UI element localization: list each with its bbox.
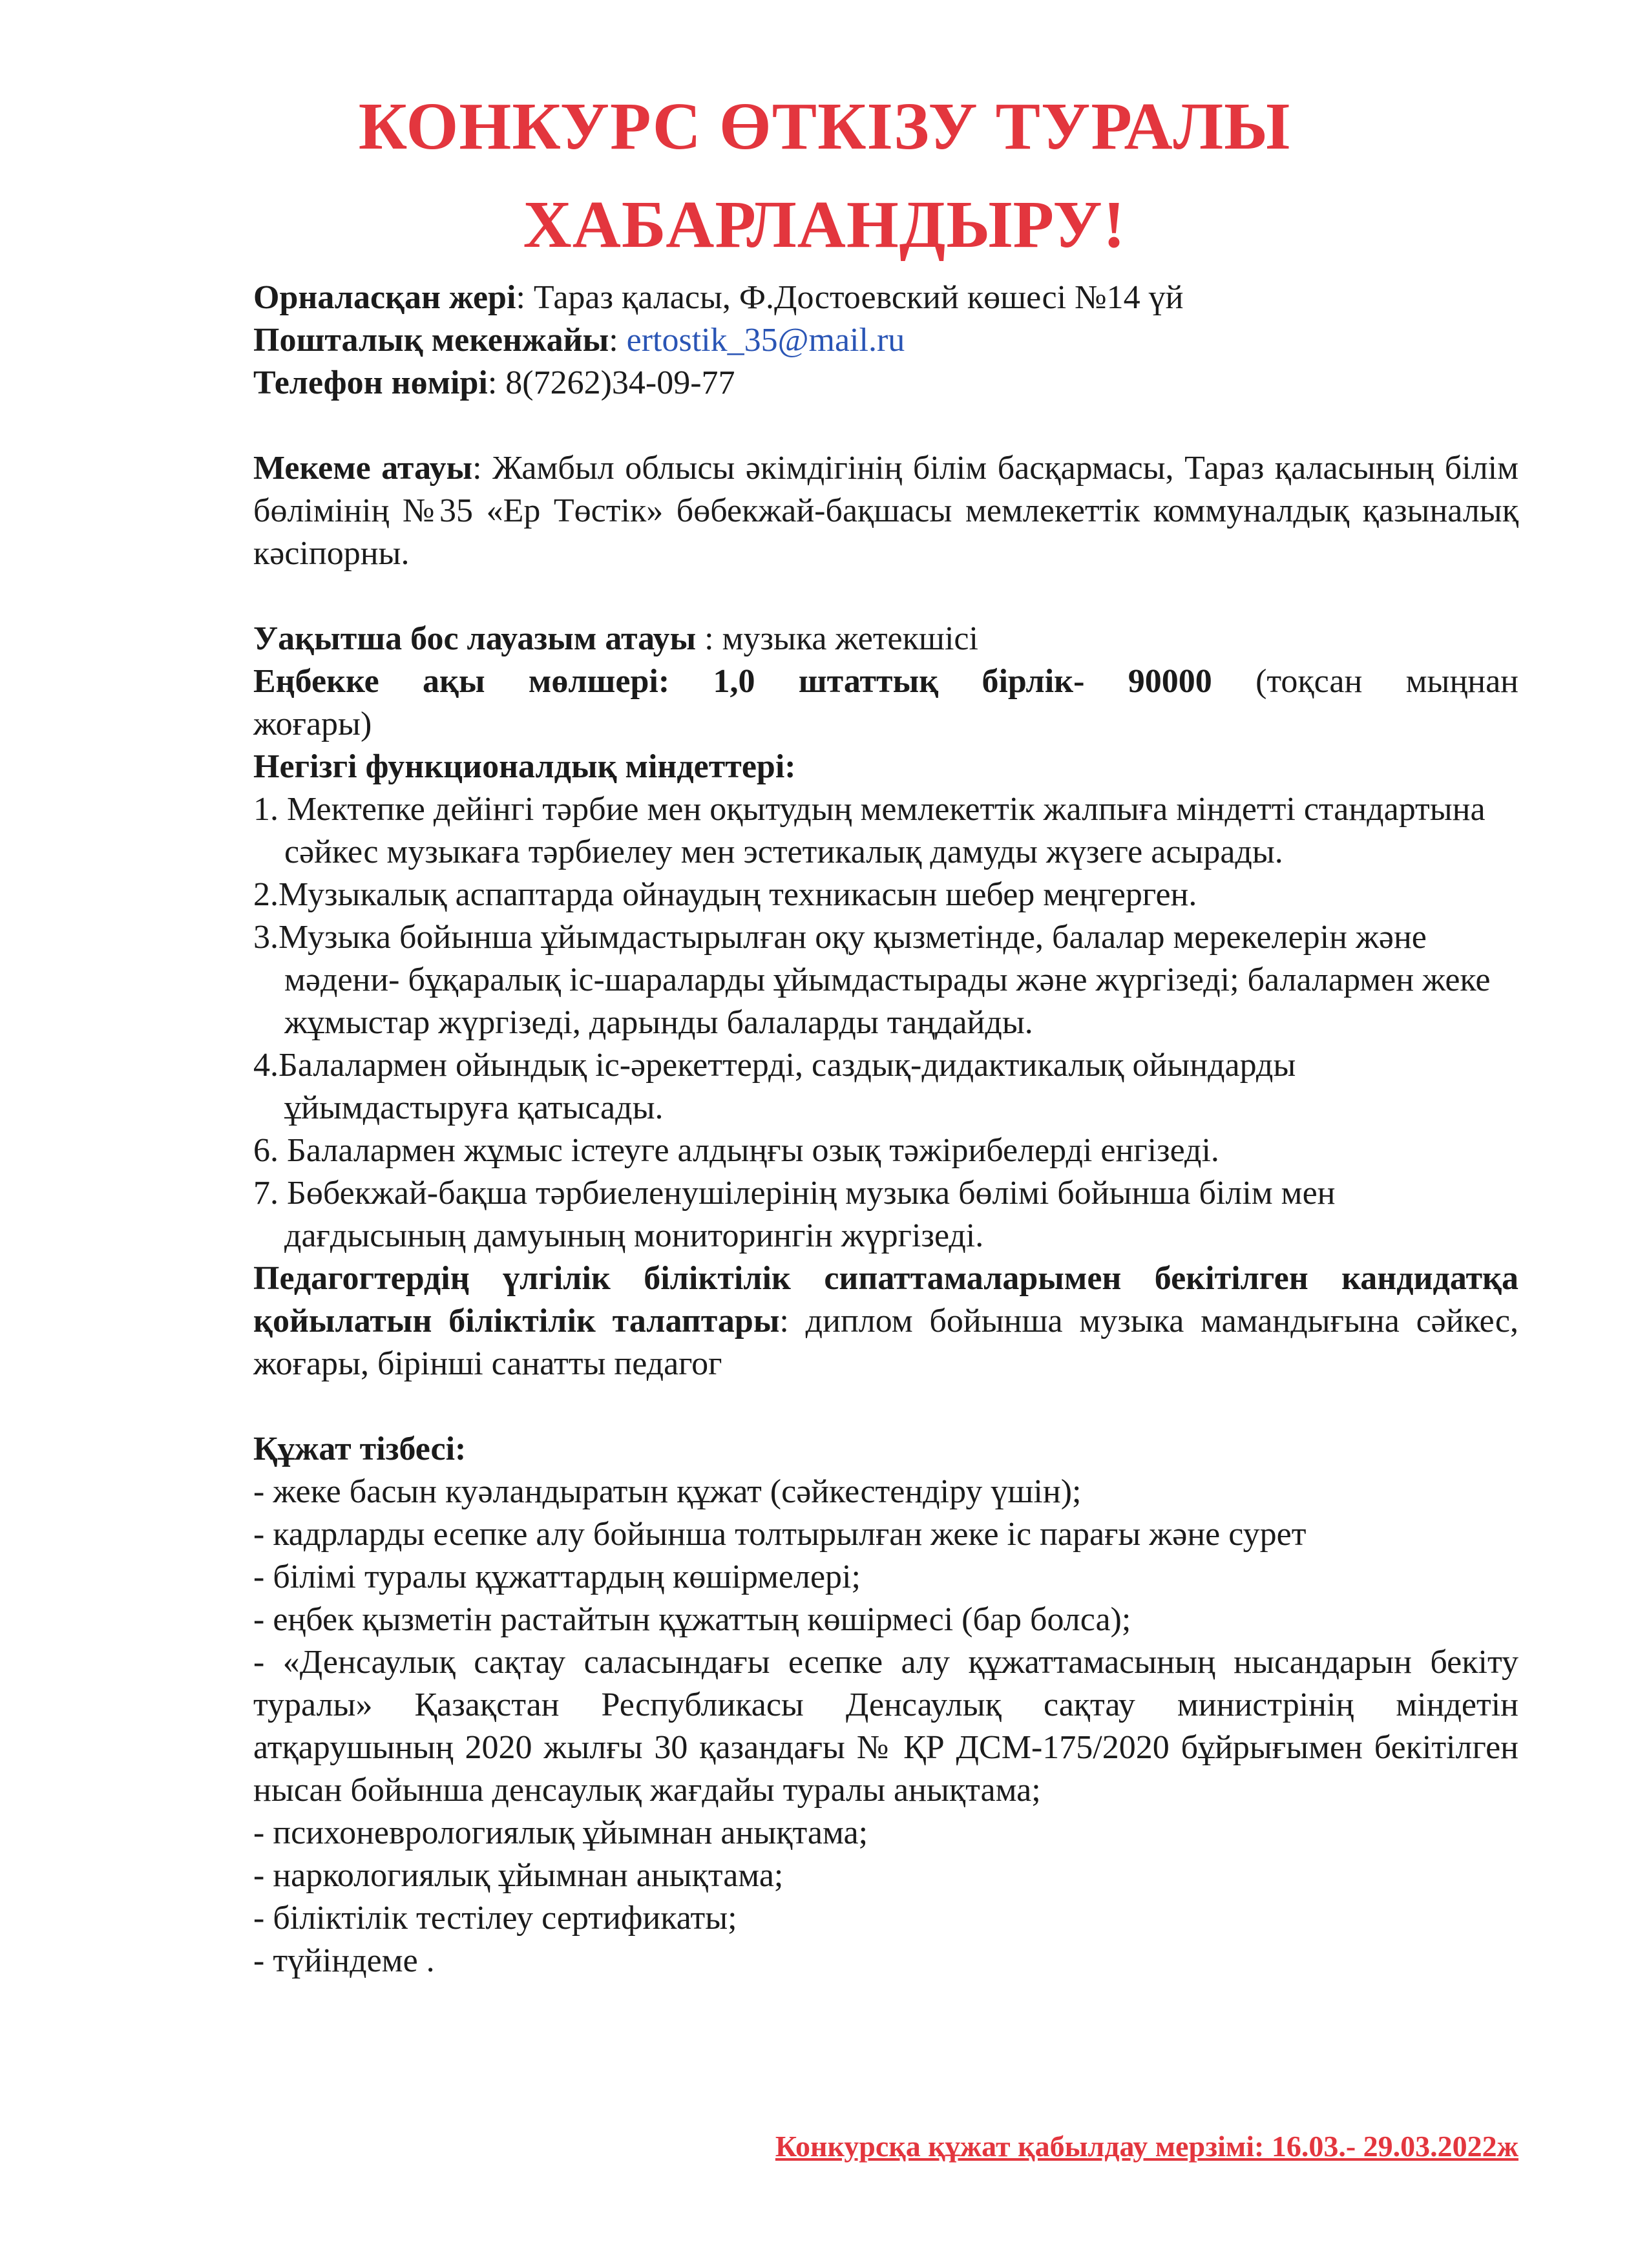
title-line-2: ХАБАРЛАНДЫРУ!: [523, 187, 1126, 262]
salary-amount: 90000: [1128, 663, 1212, 700]
duty-item: 6. Балалармен жұмыс істеуге алдыңғы озық тәжірибелерді енгізеді.: [253, 1132, 1219, 1169]
location-label: Орналасқан жері: [253, 279, 516, 316]
position-label: Уақытша бос лауазым атауы: [253, 620, 697, 657]
salary-rate: 1,0 штаттық бірлік-: [713, 663, 1085, 700]
documents-heading: Құжат тізбесі:: [253, 1431, 467, 1467]
location-value: : Тараз қаласы, Ф.Достоевский көшесі №14 үй: [516, 279, 1184, 316]
document-item: - білімі туралы құжаттардың көшірмелері;: [253, 1559, 861, 1595]
document-item: - еңбек қызметін растайтын құжаттың көшірмесі (бар болса);: [253, 1601, 1131, 1638]
document-item: - біліктілік тестілеу сертификаты;: [253, 1900, 737, 1937]
requirements-paragraph: [253, 1257, 1518, 1385]
submission-deadline: Конкурсқа құжат қабылдау мерзімі: 16.03.- 29.03.2022ж: [775, 2130, 1518, 2163]
salary-continuation: жоғары): [253, 706, 372, 742]
document-item: - кадрларды есепке алу бойынша толтырылған жеке іс парағы және сурет: [253, 1516, 1307, 1553]
title-line-1: КОНКУРС ӨТКІЗУ ТУРАЛЫ: [358, 89, 1291, 163]
phone-row: [253, 362, 1518, 404]
document-item: - түйіндеме .: [253, 1942, 435, 1979]
institution-paragraph: [253, 447, 1518, 575]
document-item: - жеке басын куәландыратын құжат (сәйкестендіру үшін);: [253, 1473, 1082, 1510]
document-item: - психоневрологиялық ұйымнан анықтама;: [253, 1814, 868, 1851]
requirements-label: Педагогтердің үлгілік біліктілік сипаттамаларымен бекітілген кандидатқа қойылатын біліктілік талаптары: [253, 1260, 1518, 1339]
document-item: - «Денсаулық сақтау саласындағы есепке алу құжаттамасының нысандарын бекіту туралы» Қазақстан Республикасы Денсаулық сақтау министрінің міндетін атқарушының 2020 жылғы 30 қазандағы № ҚР ДСМ-175/2020 бұйрығымен бекітілген нысан бойынша денсаулық жағдайы туралы анықтама;: [253, 1644, 1518, 1809]
duty-item: 4.Балалармен ойындық іс-әрекеттерді, саздық-дидактикалық ойындарды ұйымдастыруға қатысады.: [253, 1047, 1296, 1126]
salary-amount-text: (тоқсан мыңнан: [1255, 663, 1519, 700]
postal-row: [253, 319, 1518, 362]
requirements-text: : диплом бойынша музыка мамандығына сәйкес, жоғары, бірінші санатты педагог: [253, 1303, 1518, 1382]
position-row: [253, 618, 1518, 660]
phone-value: : 8(7262)34-09-77: [487, 364, 735, 401]
duty-item: 2.Музыкалық аспаптарда ойнаудың техникасын шебер меңгерген.: [253, 876, 1197, 913]
salary-row: [253, 660, 1518, 703]
salary-label: Еңбекке ақы мөлшері:: [253, 663, 670, 700]
postal-label: Пошталық мекенжайы: [253, 322, 609, 359]
location-row: [253, 277, 1518, 319]
institution-text: : Жамбыл облысы әкімдігінің білім басқармасы, Тараз қаласының білім бөлімінің №35 «Ер Төстік» бөбекжай-бақшасы мемлекеттік коммуналдық қазыналық кәсіпорны.: [253, 450, 1519, 572]
position-value: : музыка жетекшісі: [696, 620, 978, 657]
email-link[interactable]: ertostik_35@mail.ru: [626, 322, 905, 359]
duty-item: 1. Мектепке дейінгі тәрбие мен оқытудың мемлекеттік жалпыға міндетті стандартына сәйкес музыкаға тәрбиелеу мен эстетикалық дамуды жүзеге асырады.: [253, 791, 1486, 870]
institution-label: Мекеме атауы: [253, 450, 473, 487]
page-title: [0, 78, 1649, 274]
document-item: - наркологиялық ұйымнан анықтама;: [253, 1857, 784, 1894]
duty-item: 3.Музыка бойынша ұйымдастырылған оқу қызметінде, балалар мерекелерін және мәдени- бұқаралық іс-шараларды ұйымдастырады және жүргізеді; балалармен жеке жұмыстар жүргізеді, дарынды балаларды таңдайды.: [253, 919, 1491, 1041]
duty-item: 7. Бөбекжай-бақша тәрбиеленушілерінің музыка бөлімі бойынша білім мен дағдысының дамуының мониторингін жүргізеді.: [253, 1175, 1336, 1254]
duties-heading: Негізгі функционалдық міндеттері:: [253, 748, 796, 785]
postal-separator: :: [609, 322, 627, 359]
phone-label: Телефон нөмірі: [253, 364, 488, 401]
announcement-body: [253, 277, 1518, 1982]
